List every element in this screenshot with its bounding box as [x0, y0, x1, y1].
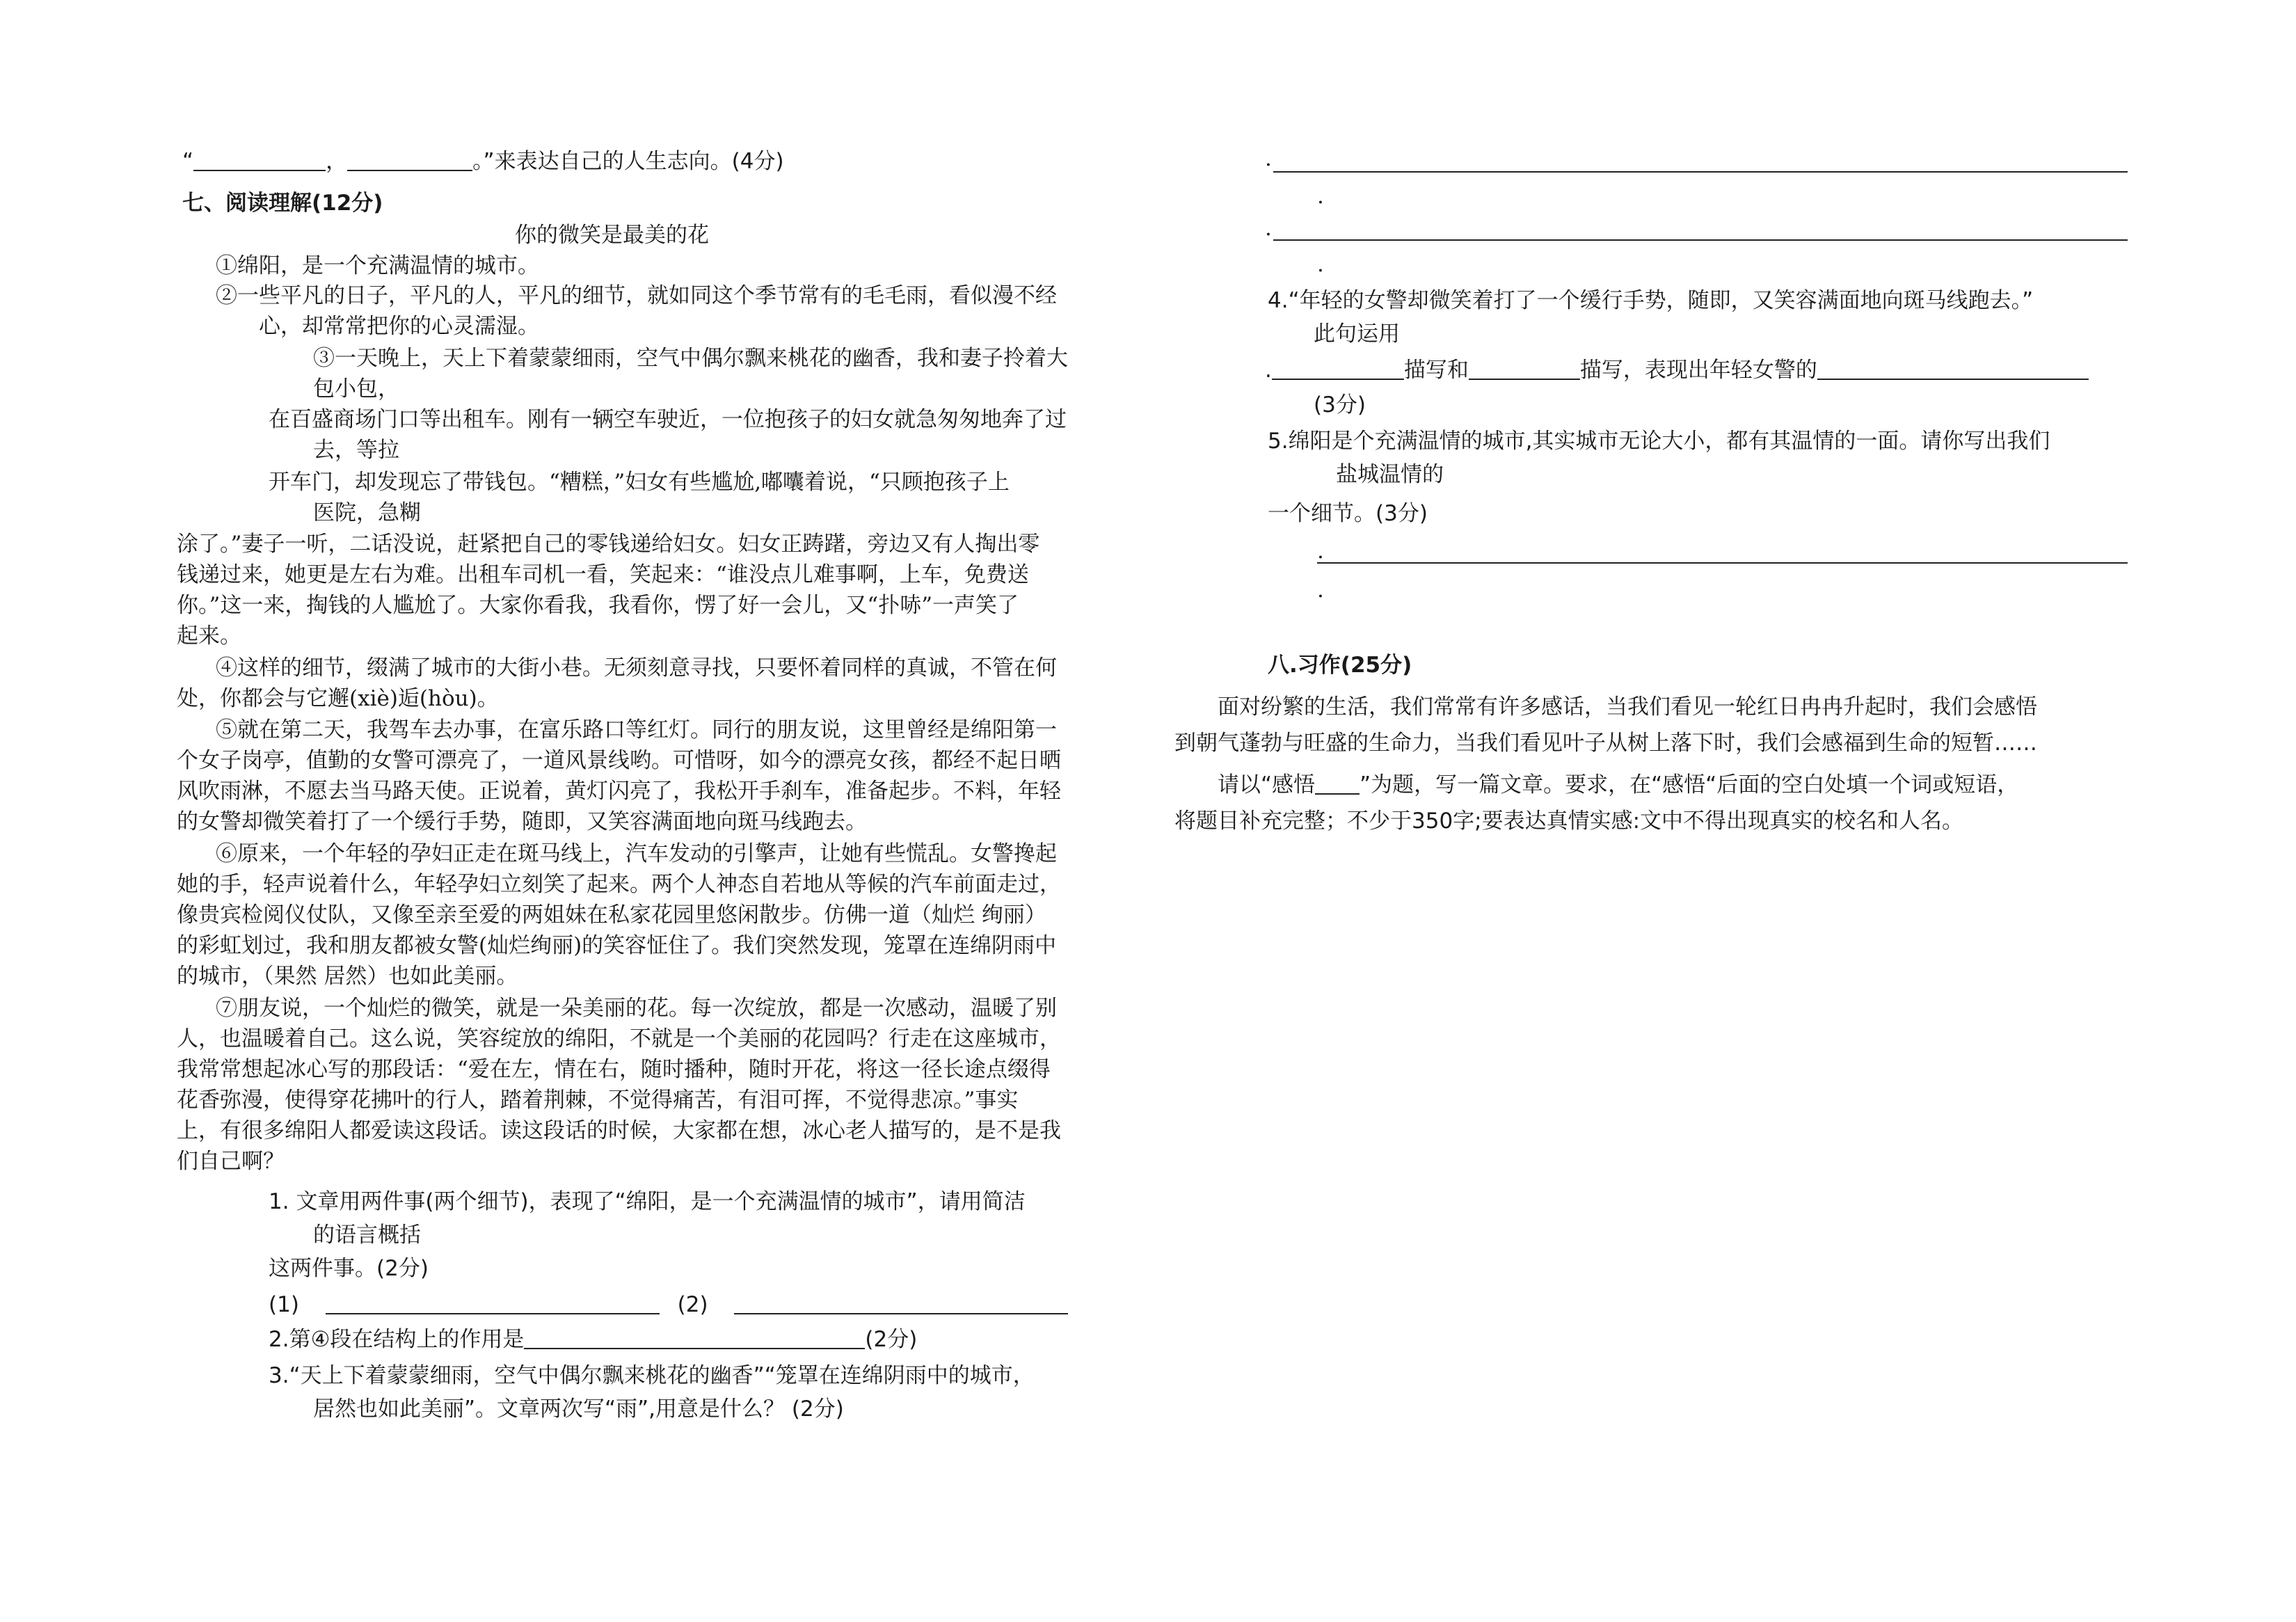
essay-intro: 到朝气蓬勃与旺盛的生命力，当我们看见叶子从树上落下时，我们会感福到生命的短暂……	[1174, 731, 2037, 756]
paragraph-line: 你。”这一来，掏钱的人尴尬了。大家你看我，我看你，愣了好一会儿，又“扑哧”一声笑了	[177, 593, 1019, 618]
paragraph-line: ①绵阳，是一个充满温情的城市。	[216, 253, 539, 278]
question-3-cont: 居然也如此美丽”。文章两次写“雨”,用意是什么？ (2分)	[313, 1397, 844, 1422]
answer-blank[interactable]	[1469, 358, 1580, 380]
answer-line-mark: .	[1265, 216, 1272, 241]
question-4-cont: 此句运用	[1314, 321, 1400, 347]
answer-line-mark: .	[1317, 539, 1324, 564]
answer-blank-1[interactable]	[326, 1292, 660, 1314]
paragraph-line: 的女警却微笑着打了一个缓行手势，随即，又笑容满面地向斑马线跑去。	[177, 809, 867, 834]
answer-blank[interactable]	[347, 149, 472, 171]
paragraph-line: 上，有很多绵阳人都爱读这段话。读这段话的时候，大家都在想，冰心老人描写的，是不是我	[177, 1118, 1061, 1143]
paragraph-line: 的彩虹划过，我和朋友都被女警(灿烂绚丽)的笑容怔住了。我们突然发现，笼罩在连绵阴雨中	[177, 933, 1057, 958]
question-1: 1. 文章用两件事(两个细节)，表现了“绵阳，是一个充满温情的城市”，请用简洁	[269, 1189, 1026, 1214]
paragraph-line: 我常常想起冰心写的那段话：“爱在左，情在右，随时播种，随时开花，将这一径长途点缀得	[177, 1057, 1051, 1082]
question-4-answers: . 描写和 描写，表现出年轻女警的	[1265, 355, 2089, 385]
question-5: 5.绵阳是个充满温情的城市,其实城市无论大小，都有其温情的一面。请你写出我们	[1268, 429, 2050, 454]
article-title: 你的微笑是最美的花	[515, 223, 709, 248]
answer-line-mark: .	[1317, 252, 1324, 277]
paragraph-line: 的城市，（果然 居然）也如此美丽。	[177, 964, 518, 989]
essay-intro: 面对纷繁的生活，我们常常有许多感话，当我们看见一轮红日冉冉升起时，我们会感悟	[1218, 694, 2037, 719]
question-5-cont: 一个细节。(3分)	[1268, 501, 1428, 526]
answer-line-mark: .	[1265, 146, 1272, 171]
question-3: 3.“天上下着蒙蒙细雨，空气中偶尔飘来桃花的幽香”“笼罩在连绵阴雨中的城市，	[269, 1363, 1035, 1388]
answer-blank[interactable]	[193, 149, 326, 171]
question-2: 2.第④段在结构上的作用是 (2分)	[269, 1327, 918, 1352]
paragraph-line: 开车门，却发现忘了带钱包。“糟糕，”妇女有些尴尬,嘟囔着说，“只顾抱孩子上	[269, 470, 1010, 495]
question-4: 4.“年轻的女警却微笑着打了一个缓行手势，随即，又笑容满面地向斑马线跑去。”	[1268, 288, 2034, 313]
paragraph-line: 医院，急糊	[313, 500, 421, 525]
answer-blank-2[interactable]	[734, 1292, 1068, 1314]
paragraph-line: 钱递过来，她更是左右为难。出租车司机一看，笑起来：“谁没点儿难事啊，上车，免费送	[177, 562, 1029, 587]
paragraph-line: ③一天晚上，天上下着蒙蒙细雨，空气中偶尔飘来桃花的幽香，我和妻子拎着大	[313, 346, 1068, 371]
answer-line-mark: .	[1317, 578, 1324, 603]
essay-requirement: 请以“感悟 ”为题，写一篇文章。要求，在“感悟“后面的空白处填一个词或短语，	[1218, 772, 2019, 797]
title-blank[interactable]	[1315, 772, 1360, 795]
paragraph-line: ④这样的细节，缀满了城市的大街小巷。无须刻意寻找，只要怀着同样的真诚，不管在何	[216, 655, 1057, 681]
paragraph-line: 像贵宾检阅仪仗队，又像至亲至爱的两姐妹在私家花园里悠闲散步。仿佛一道（灿烂 绚丽）	[177, 903, 1046, 928]
answer-line[interactable]	[1273, 239, 2128, 241]
paragraph-line: 处，你都会与它邂(xiè)逅(hòu)。	[177, 686, 499, 711]
paragraph-line: 起来。	[177, 623, 241, 649]
essay-requirement: 将题目补充完整；不少于350字;要表达真情实感:文中不得出现真实的校名和人名。	[1174, 809, 1964, 834]
question-1-cont: 的语言概括	[313, 1223, 421, 1248]
paragraph-line: 花香弥漫，使得穿花拂叶的行人，踏着荆棘，不觉得痛苦，有泪可挥，不觉得悲凉。”事实	[177, 1088, 1019, 1113]
paragraph-line: 人，也温暖着自己。这么说，笑容绽放的绵阳，不就是一个美丽的花园吗？行走在这座城市，	[177, 1026, 1061, 1051]
paragraph-line: 涂了。”妻子一听，二话没说，赶紧把自己的零钱递给妇女。妇女正踌躇，旁边又有人掏出零	[177, 532, 1040, 557]
previous-question-tail: “ ， 。”来表达自己的人生志向。(4分)	[182, 149, 784, 174]
question-5-cont: 盐城温情的	[1336, 462, 1444, 487]
answer-line-mark: .	[1317, 184, 1324, 209]
paragraph-line: 去，等拉	[313, 438, 399, 463]
question-1-answers: (1) (2)	[269, 1289, 1068, 1320]
paragraph-line: ⑦朋友说，一个灿烂的微笑，就是一朵美丽的花。每一次绽放，都是一次感动，温暖了别	[216, 996, 1057, 1021]
paragraph-line: ⑤就在第二天，我驾车去办事，在富乐路口等红灯。同行的朋友说，这里曾经是绵阳第一	[216, 717, 1057, 742]
paragraph-line: 心，却常常把你的心灵濡湿。	[259, 314, 539, 339]
paragraph-line: 她的手，轻声说着什么，年轻孕妇立刻笑了起来。两个人神态自若地从等候的汽车前面走过，	[177, 872, 1061, 897]
paragraph-line: 在百盛商场门口等出租车。刚有一辆空车驶近，一位抱孩子的妇女就急匆匆地奔了过	[269, 407, 1067, 432]
answer-blank[interactable]	[524, 1327, 865, 1349]
question-4-score: (3分)	[1314, 392, 1366, 418]
section-7-title: 七、阅读理解(12分)	[182, 191, 383, 216]
paragraph-line: ⑥原来，一个年轻的孕妇正走在斑马线上，汽车发动的引擎声，让她有些慌乱。女警搀起	[216, 841, 1057, 866]
answer-blank[interactable]	[1272, 358, 1404, 380]
answer-line[interactable]	[1273, 171, 2128, 173]
paragraph-line: 风吹雨淋，不愿去当马路天使。正说着，黄灯闪亮了，我松开手刹车，准备起步。不料，年轻	[177, 779, 1061, 804]
paragraph-line: ②一些平凡的日子，平凡的人，平凡的细节，就如同这个季节常有的毛毛雨，看似漫不经	[216, 283, 1057, 308]
paragraph-line: 包小包，	[313, 376, 399, 401]
question-1-cont: 这两件事。(2分)	[269, 1256, 429, 1281]
paragraph-line: 个女子岗亭，值勤的女警可漂亮了，一道风景线哟。可惜呀，如今的漂亮女孩，都经不起日晒	[177, 748, 1061, 773]
answer-blank[interactable]	[1817, 358, 2089, 380]
paragraph-line: 们自己啊？	[177, 1149, 285, 1174]
section-8-title: 八.习作(25分)	[1268, 653, 1412, 678]
answer-line[interactable]	[1317, 562, 2128, 564]
